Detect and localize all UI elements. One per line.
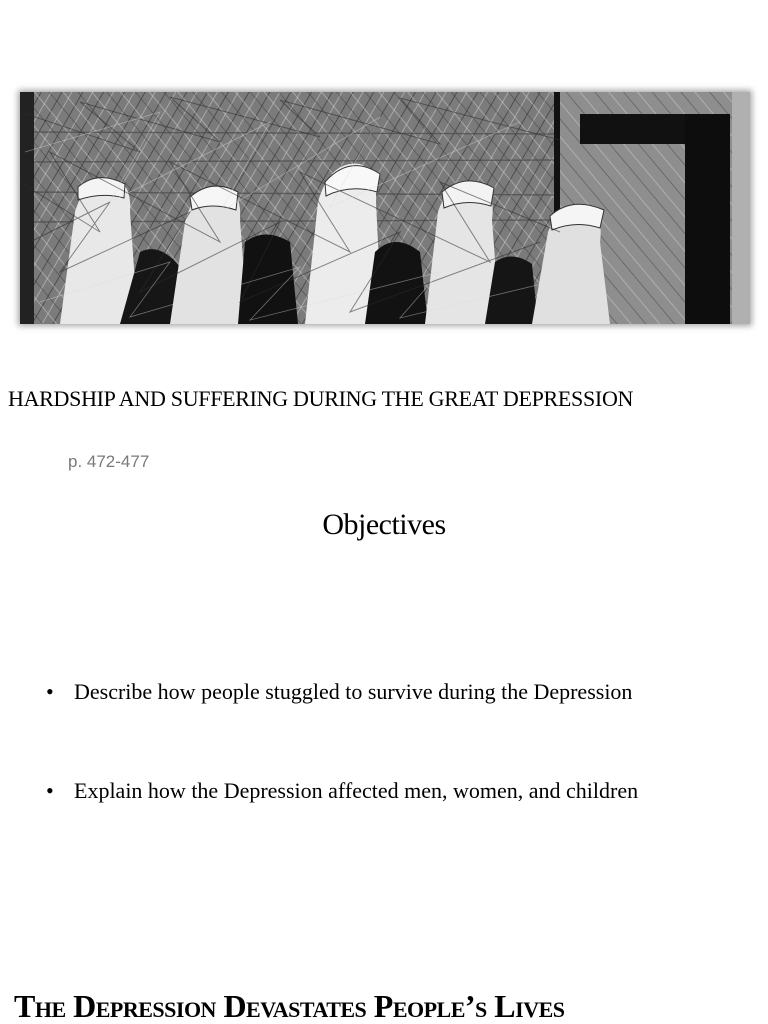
bullet-icon: • — [46, 778, 54, 803]
slide-title: HARDSHIP AND SUFFERING DURING THE GREAT DEPRESSION — [8, 386, 634, 411]
list-item-text: Explain how the Depression affected men, women, and children — [74, 778, 639, 803]
bullet-icon: • — [46, 679, 54, 704]
breadline-artwork-image — [20, 92, 750, 324]
objectives-heading: Objectives — [322, 508, 446, 541]
list-item — [46, 778, 746, 804]
list-item-text: Describe how people stuggled to survive during the Depression — [74, 679, 633, 704]
page-range: p. 472-477 — [68, 452, 150, 471]
list-item — [46, 679, 746, 705]
next-slide-title: The Depression Devastates People’s Lives — [14, 988, 565, 1024]
